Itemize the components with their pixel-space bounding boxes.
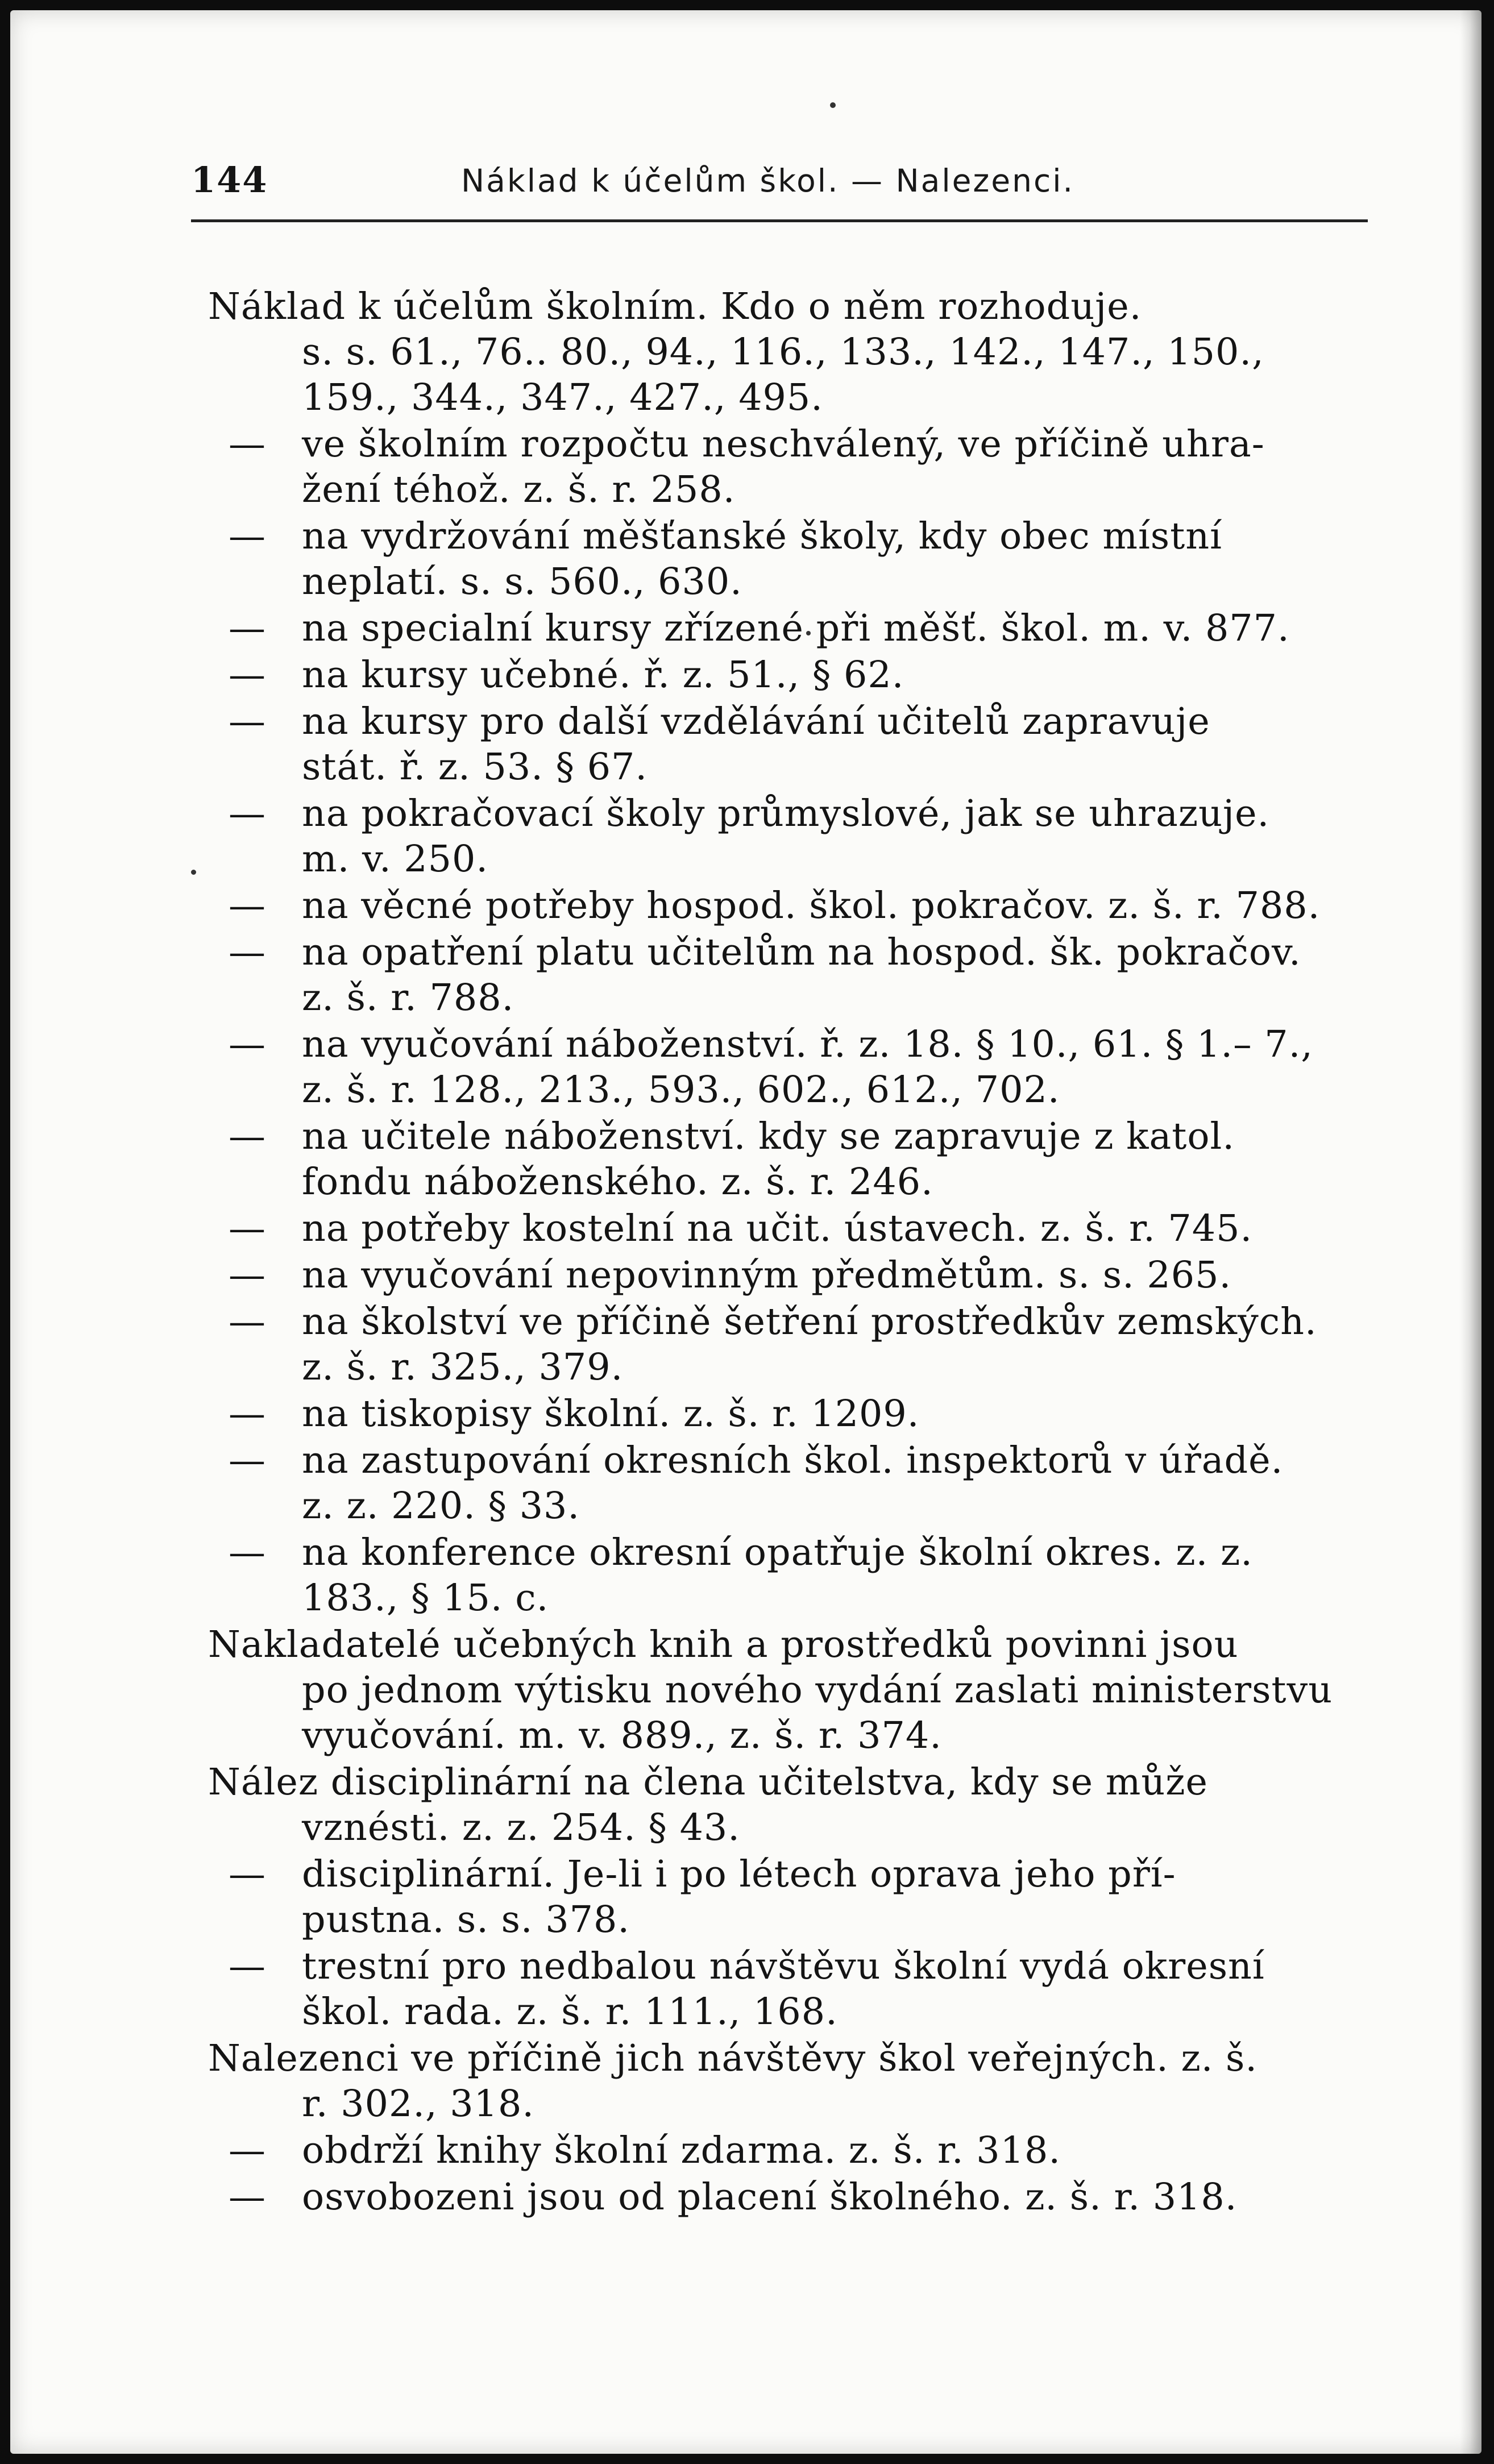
entry-line: z. š. r. 325., 379. — [302, 1346, 624, 1389]
index-subentry — [208, 1530, 1375, 1621]
entry-dash: — — [229, 607, 266, 650]
entry-line: Nakladatelé učebných knih a prostředků povinni jsou — [208, 1623, 1239, 1666]
index-subentry — [208, 791, 1375, 882]
index-subentry — [208, 606, 1375, 651]
page-number: 144 — [191, 159, 268, 201]
entry-dash: — — [229, 1115, 266, 1158]
index-entry-heading — [208, 284, 1375, 421]
entry-dash: — — [229, 1207, 266, 1250]
entry-line: fondu náboženského. z. š. r. 246. — [302, 1161, 933, 1203]
entry-line: na vyučování náboženství. ř. z. 18. § 10., 61. § 1.– 7., — [302, 1023, 1313, 1066]
entry-line: 159., 344., 347., 427., 495. — [302, 376, 823, 419]
entry-line: r. 302., 318. — [302, 2083, 535, 2125]
entry-line: z. š. r. 788. — [302, 977, 514, 1019]
entry-dash: — — [229, 2176, 266, 2218]
entry-line: z. z. 220. § 33. — [302, 1485, 580, 1527]
entry-dash: — — [229, 700, 266, 743]
entry-line: na specialní kursy zřízené při měšť. škol. m. v. 877. — [302, 607, 1290, 650]
entry-line: z. š. r. 128., 213., 593., 602., 612., 702. — [302, 1069, 1060, 1111]
entry-line: na potřeby kostelní na učit. ústavech. z. š. r. 745. — [302, 1207, 1253, 1250]
entry-dash: — — [229, 884, 266, 927]
index-subentry — [208, 653, 1375, 698]
entry-line: škol. rada. z. š. r. 111., 168. — [302, 1991, 838, 2033]
entry-line: na školství ve příčině šetření prostředkův zemských. — [302, 1300, 1317, 1343]
entry-line: obdrží knihy školní zdarma. z. š. r. 318. — [302, 2129, 1061, 2172]
entry-line: na zastupování okresních škol. inspektorů v úřadě. — [302, 1439, 1284, 1482]
paper-speck — [191, 870, 196, 875]
entry-line: na konference okresní opatřuje školní okres. z. z. — [302, 1531, 1253, 1574]
entry-line: ve školním rozpočtu neschválený, ve příčině uhra- — [302, 423, 1265, 466]
index-subentry — [208, 1022, 1375, 1113]
index-subentry — [208, 1299, 1375, 1390]
index-subentry — [208, 2128, 1375, 2174]
entry-line: disciplinární. Je-li i po létech oprava jeho pří- — [302, 1853, 1176, 1896]
entry-dash: — — [229, 931, 266, 974]
entry-line: pustna. s. s. 378. — [302, 1898, 630, 1941]
index-entries — [208, 284, 1375, 2221]
index-subentry — [208, 1114, 1375, 1205]
entry-dash: — — [229, 654, 266, 696]
index-subentry — [208, 1852, 1375, 1943]
index-subentry — [208, 699, 1375, 790]
entry-line: vznésti. z. z. 254. § 43. — [302, 1806, 740, 1849]
entry-line: Nález disciplinární na člena učitelstva, kdy se může — [208, 1761, 1208, 1804]
index-subentry — [208, 422, 1375, 513]
paper-speck — [830, 102, 836, 108]
entry-line: neplatí. s. s. 560., 630. — [302, 560, 742, 603]
entry-line: na tiskopisy školní. z. š. r. 1209. — [302, 1393, 920, 1435]
index-entry-heading — [208, 1622, 1375, 1759]
book-page — [10, 10, 1481, 2454]
entry-dash: — — [229, 1853, 266, 1896]
entry-line: 183., § 15. c. — [302, 1577, 549, 1619]
entry-line: na věcné potřeby hospod. škol. pokračov. z. š. r. 788. — [302, 884, 1321, 927]
entry-line: m. v. 250. — [302, 838, 489, 880]
index-subentry — [208, 1253, 1375, 1298]
entry-dash: — — [229, 1531, 266, 1574]
entry-line: vyučování. m. v. 889., z. š. r. 374. — [302, 1714, 942, 1757]
entry-dash: — — [229, 792, 266, 835]
entry-line: na kursy učebné. ř. z. 51., § 62. — [302, 654, 904, 696]
index-subentry — [208, 2175, 1375, 2220]
index-subentry — [208, 883, 1375, 929]
entry-line: na opatření platu učitelům na hospod. šk. pokračov. — [302, 931, 1301, 974]
index-subentry — [208, 1206, 1375, 1252]
entry-dash: — — [229, 1254, 266, 1297]
entry-dash: — — [229, 1393, 266, 1435]
entry-line: s. s. 61., 76.. 80., 94., 116., 133., 142., 147., 150., — [302, 331, 1264, 373]
index-subentry — [208, 930, 1375, 1021]
page-header — [191, 159, 1368, 222]
index-subentry — [208, 1438, 1375, 1529]
entry-dash: — — [229, 2129, 266, 2172]
running-title: Náklad k účelům škol. — Nalezenci. — [461, 163, 1075, 199]
entry-line: na pokračovací školy průmyslové, jak se uhrazuje. — [302, 792, 1270, 835]
entry-line: na vydržování měšťanské školy, kdy obec místní — [302, 515, 1222, 558]
index-entry-heading — [208, 1760, 1375, 1851]
index-entry-heading — [208, 2036, 1375, 2127]
entry-line: trestní pro nedbalou návštěvu školní vydá okresní — [302, 1945, 1265, 1988]
entry-line: na vyučování nepovinným předmětům. s. s. 265. — [302, 1254, 1232, 1297]
entry-line: osvobozeni jsou od placení školného. z. š. r. 318. — [302, 2176, 1238, 2218]
entry-line: žení téhož. z. š. r. 258. — [302, 468, 736, 511]
entry-line: na učitele náboženství. kdy se zapravuje z katol. — [302, 1115, 1235, 1158]
index-subentry — [208, 1391, 1375, 1437]
entry-line: Náklad k účelům školním. Kdo o něm rozhoduje. — [208, 285, 1142, 328]
entry-dash: — — [229, 1300, 266, 1343]
entry-dash: — — [229, 1023, 266, 1066]
entry-line: Nalezenci ve příčině jich návštěvy škol veřejných. z. š. — [208, 2037, 1258, 2080]
index-subentry — [208, 514, 1375, 605]
entry-dash: — — [229, 1439, 266, 1482]
header-rule — [191, 219, 1368, 222]
entry-dash: — — [229, 423, 266, 466]
page-fold-shadow — [1460, 10, 1481, 2454]
entry-line: po jednom výtisku nového vydání zaslati ministerstvu — [302, 1669, 1333, 1711]
entry-dash: — — [229, 1945, 266, 1988]
index-subentry — [208, 1944, 1375, 2035]
entry-dash: — — [229, 515, 266, 558]
entry-line: na kursy pro další vzdělávání učitelů zapravuje — [302, 700, 1210, 743]
entry-line: stát. ř. z. 53. § 67. — [302, 746, 648, 788]
